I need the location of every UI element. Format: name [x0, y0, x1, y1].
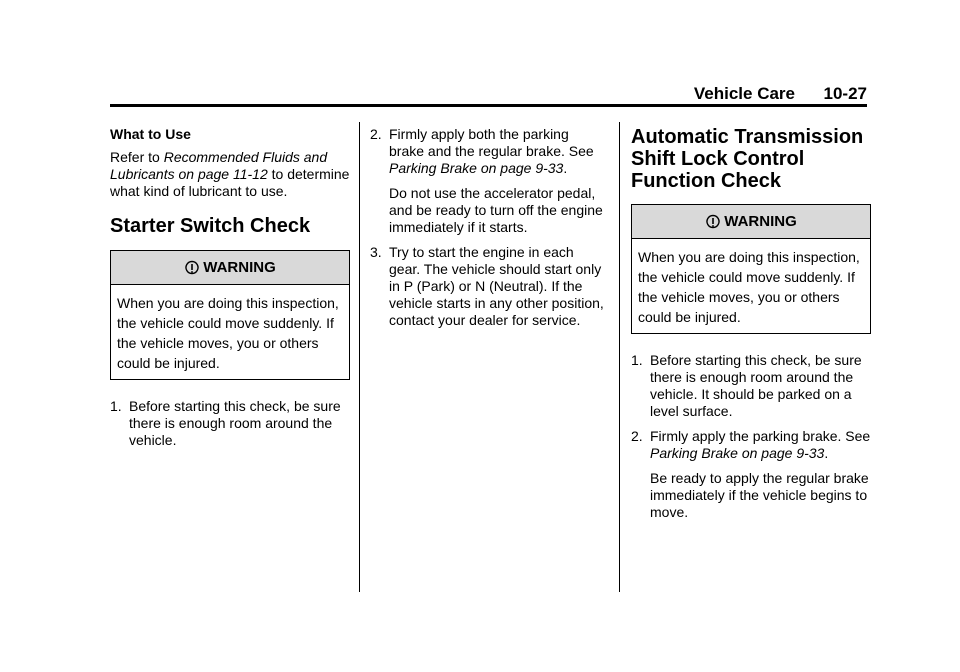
step-text-end: . [824, 445, 829, 461]
step-number: 2. [631, 428, 643, 444]
step-text-main: Firmly apply both the parking brake and the regular brake. See [389, 126, 594, 159]
shift-lock-heading: Automatic Transmission Shift Lock Control Function Check [631, 126, 864, 192]
step-text-main: Firmly apply the parking brake. See [650, 428, 871, 444]
step-text [389, 126, 605, 177]
step-continuation: Be ready to apply the regular brake immediately if the vehicle begins to move. [650, 470, 869, 520]
warning-label: WARNING [724, 213, 797, 230]
column-1 [110, 126, 350, 457]
what-to-use-heading: What to Use [110, 126, 191, 142]
column-divider-2 [619, 122, 620, 592]
list-item [110, 398, 350, 449]
step-text: Before starting this check, be sure there is enough room around the vehicle. It should be parked on a level surface. [650, 352, 862, 419]
list-item [370, 126, 605, 177]
warning-icon [705, 214, 721, 230]
column-2 [370, 126, 605, 337]
step-number: 3. [370, 244, 382, 260]
list-item [370, 244, 605, 329]
step-text: Try to start the engine in each gear. The vehicle should start only in P (Park) or N (Neutral). If the vehicle starts in any other position, contact your dealer for service. [389, 244, 604, 328]
step-number: 1. [631, 352, 643, 368]
section-title: Vehicle Care [693, 84, 795, 103]
parking-brake-link[interactable]: Parking Brake on page 9-33 [389, 160, 564, 176]
refer-prefix: Refer to [110, 149, 164, 165]
step-continuation: Do not use the accelerator pedal, and be ready to turn off the engine immediately if it starts. [389, 185, 603, 235]
header-rule [110, 104, 867, 107]
parking-brake-link[interactable]: Parking Brake on page 9-33 [650, 445, 825, 461]
warning-header [111, 251, 349, 285]
page-number: 10-27 [823, 84, 867, 103]
list-item [631, 428, 871, 462]
warning-text: When you are doing this inspection, the vehicle could move suddenly. If the vehicle moves, you or others could be injured. [117, 295, 339, 371]
step-text: Before starting this check, be sure there is enough room around the vehicle. [129, 398, 341, 448]
warning-text: When you are doing this inspection, the vehicle could move suddenly. If the vehicle moves, you or others could be injured. [638, 249, 860, 325]
starter-switch-heading: Starter Switch Check [110, 215, 311, 237]
refer-suffix: to determine what kind of lubricant to use. [110, 166, 350, 199]
step-number: 2. [370, 126, 382, 142]
fluids-link[interactable]: Recommended Fluids and Lubricants on page 11-12 [110, 149, 328, 182]
list-item [631, 352, 871, 420]
warning-box [631, 204, 871, 334]
column-3 [631, 126, 871, 529]
lubricant-paragraph [110, 149, 350, 200]
step-number: 1. [110, 398, 122, 414]
column-divider-1 [359, 122, 360, 592]
warning-box [110, 250, 350, 380]
step-text [650, 428, 871, 462]
step-text-end: . [563, 160, 568, 176]
warning-label: WARNING [203, 259, 276, 276]
warning-icon [184, 260, 200, 276]
warning-header [632, 205, 870, 239]
page-header [110, 84, 867, 106]
